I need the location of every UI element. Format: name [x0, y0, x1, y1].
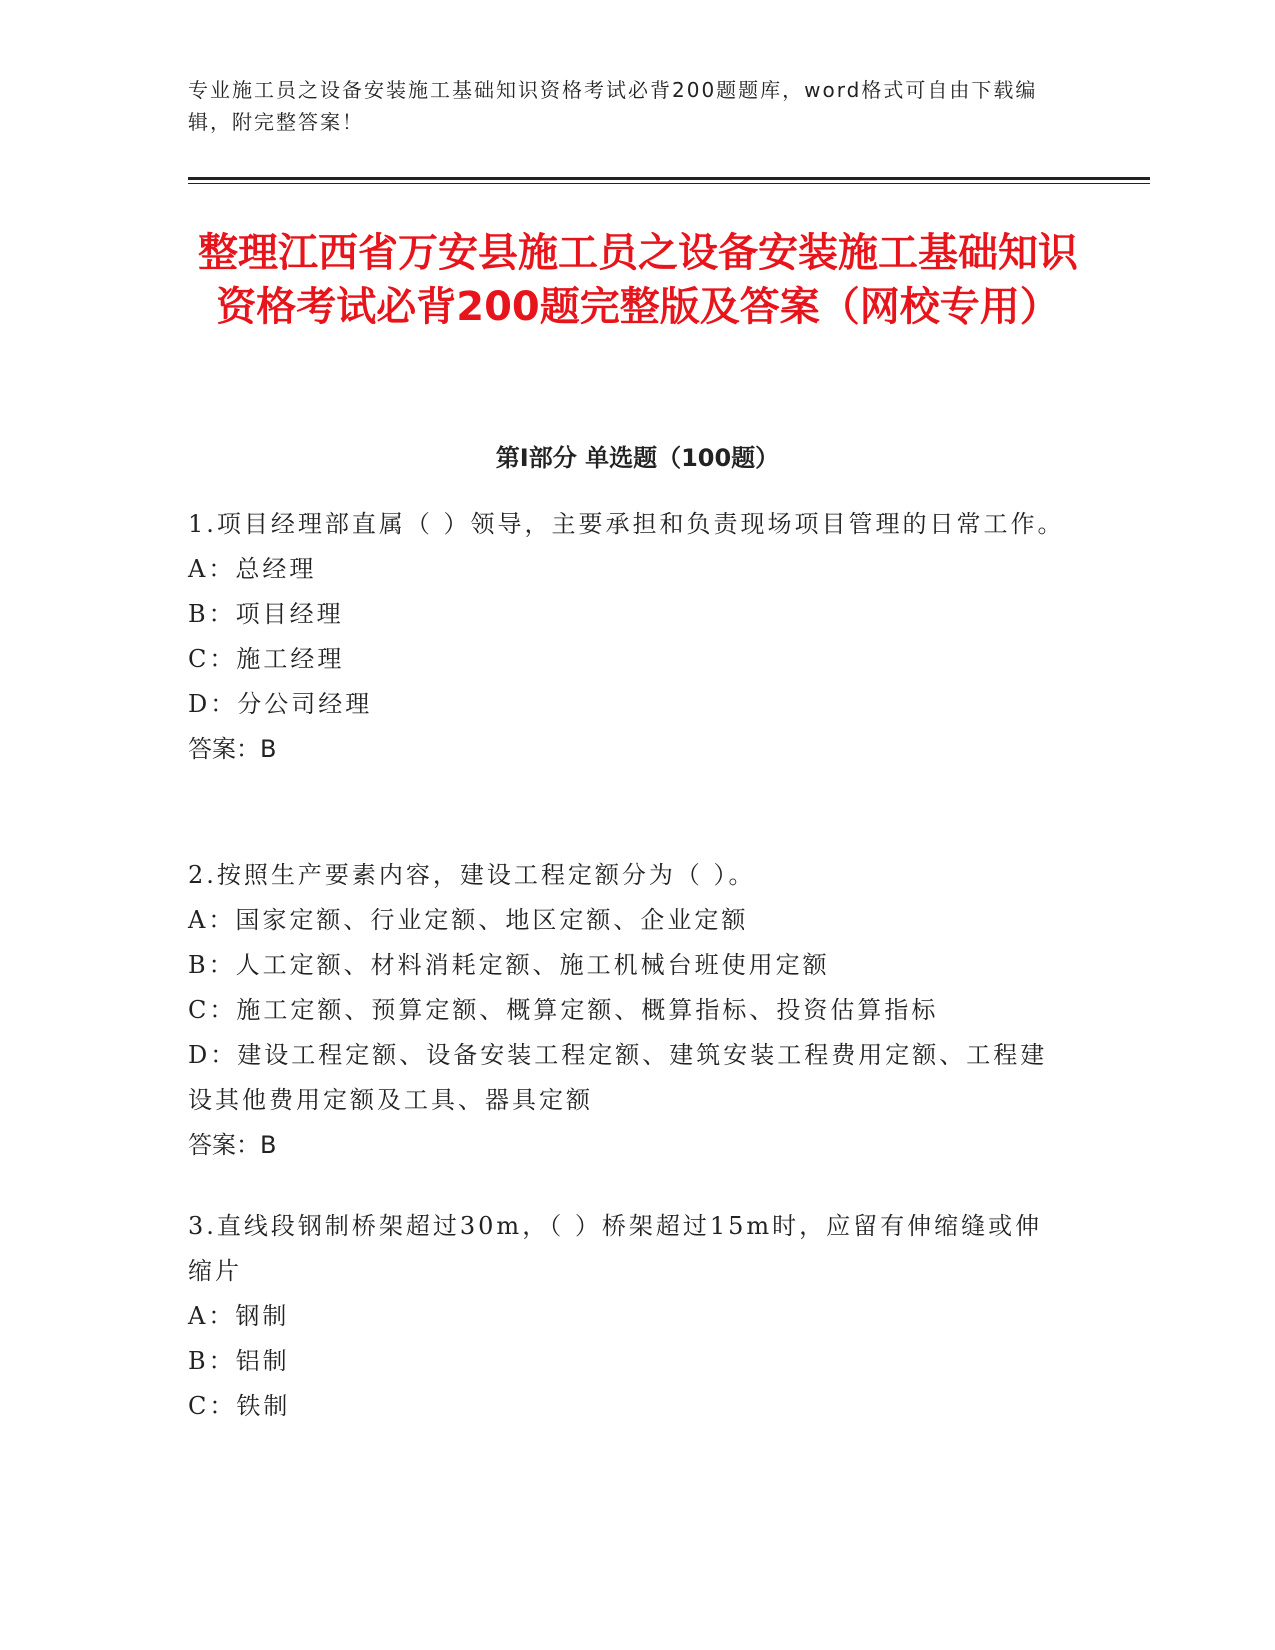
question-stem: 3.直线段钢制桥架超过30m，（ ）桥架超过15m时，应留有伸缩缝或伸缩片: [188, 1212, 1043, 1285]
option-a: A：钢制: [188, 1302, 290, 1330]
answer: 答案：B: [188, 735, 277, 763]
option-c: C：施工定额、预算定额、概算定额、概算指标、投资估算指标: [188, 996, 939, 1024]
header-divider-thin: [188, 183, 1150, 184]
option-b: B：项目经理: [188, 600, 344, 628]
option-d: D：建设工程定额、设备安装工程定额、建筑安装工程费用定额、工程建设其他费用定额及工具、器具定额: [188, 1041, 1048, 1114]
option-d: D：分公司经理: [188, 690, 373, 718]
option-a: A：国家定额、行业定额、地区定额、企业定额: [188, 906, 749, 934]
section-heading: 第Ⅰ部分 单选题（100题）: [495, 444, 780, 472]
option-a: A：总经理: [188, 555, 317, 583]
header-note: 专业施工员之设备安装施工基础知识资格考试必背200题题库，word格式可自由下载编辑，附完整答案！: [188, 78, 1038, 134]
answer: 答案：B: [188, 1131, 277, 1159]
document-title: 整理江西省万安县施工员之设备安装施工基础知识资格考试必背200题完整版及答案（网校专用）: [198, 230, 1078, 330]
question-1: [188, 502, 1068, 772]
option-b: B：人工定额、材料消耗定额、施工机械台班使用定额: [188, 951, 830, 979]
header-divider-thick: [188, 177, 1150, 180]
question-stem: 1.项目经理部直属（ ）领导，主要承担和负责现场项目管理的日常工作。: [188, 510, 1065, 538]
question-stem: 2.按照生产要素内容，建设工程定额分为（ ）。: [188, 861, 756, 889]
option-c: C：铁制: [188, 1392, 291, 1420]
option-b: B：铝制: [188, 1347, 290, 1375]
question-3: [188, 1204, 1068, 1429]
question-2: [188, 853, 1068, 1168]
option-c: C：施工经理: [188, 645, 345, 673]
